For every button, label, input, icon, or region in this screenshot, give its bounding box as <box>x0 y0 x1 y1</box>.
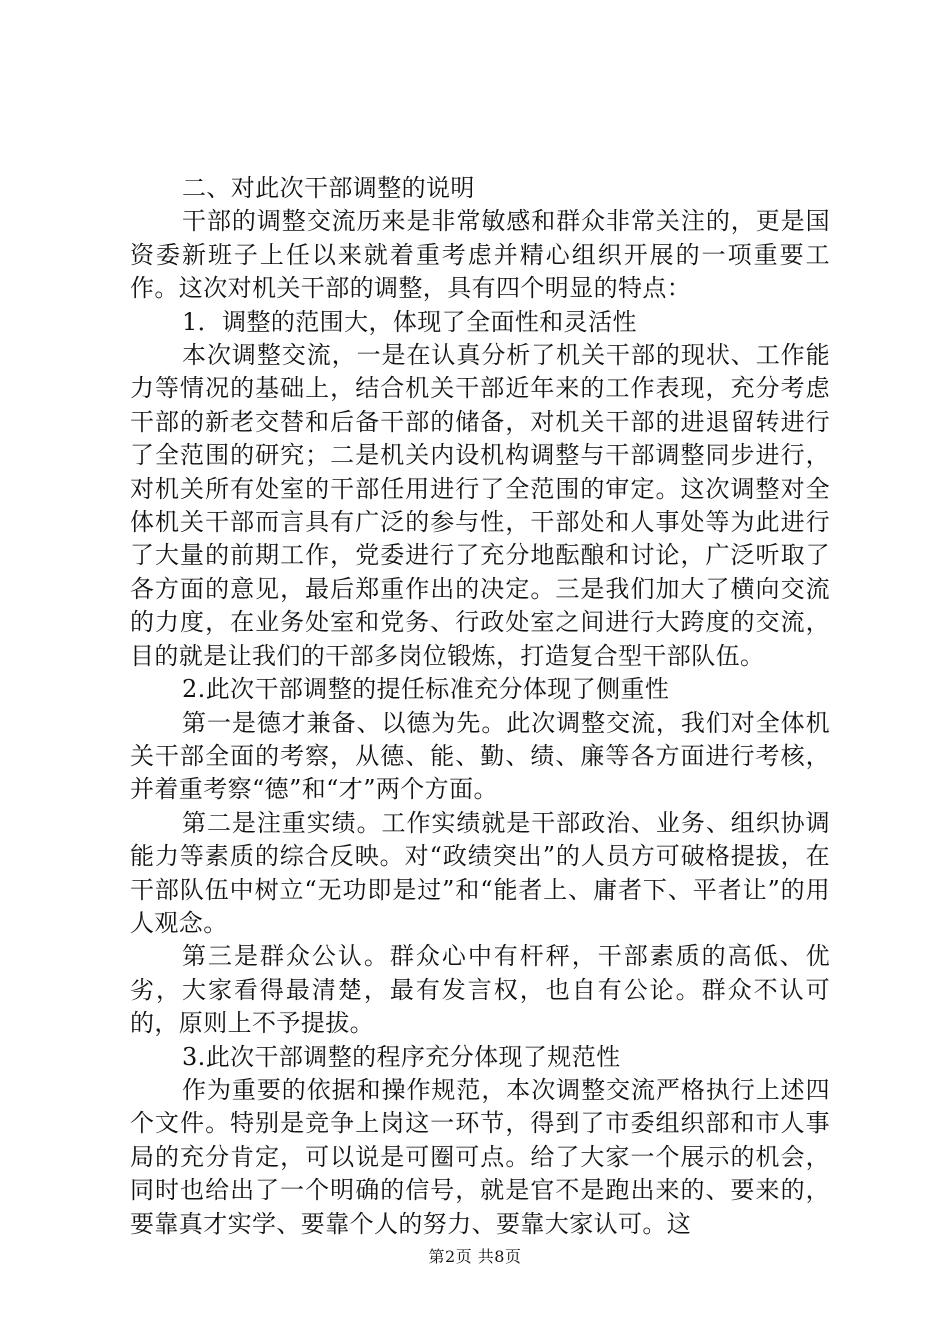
body-paragraph: 第一是德才兼备、以德为先。此次调整交流，我们对全体机关干部全面的考察，从德、能、勤、绩、廉等各方面进行考核，并着重考察“德”和“才”两个方面。 <box>130 708 830 804</box>
body-paragraph: 第二是注重实绩。工作实绩就是干部政治、业务、组织协调能力等素质的综合反映。对“政绩突出”的人员方可破格提拔，在干部队伍中树立“无功即是过”和“能者上、庸者下、平者让”的用人观念。 <box>130 808 830 937</box>
subheading-3: 3.此次干部调整的程序充分体现了规范性 <box>182 1042 621 1071</box>
body-paragraph: 第三是群众公认。群众心中有杆秤，干部素质的高低、优劣，大家看得最清楚，最有发言权，也自有公论。群众不认可的，原则上不予提拔。 <box>130 942 830 1038</box>
body-paragraph: 作为重要的依据和操作规范，本次调整交流严格执行上述四个文件。特别是竞争上岗这一环节，得到了市委组织部和市人事局的充分肯定，可以说是可圈可点。给了大家一个展示的机会，同时也给出了一个明确的信号，就是官不是跑出来的、要来的，要靠真才实学、要靠个人的努力、要靠大家认可。这 <box>130 1075 830 1238</box>
body-paragraph: 本次调整交流，一是在认真分析了机关干部的现状、工作能力等情况的基础上，结合机关干部近年来的工作表现，充分考虑干部的新老交替和后备干部的储备，对机关干部的进退留转进行了全范围的研究；二是机关内设机构调整与干部调整同步进行，对机关所有处室的干部任用进行了全范围的审定。这次调整对全体机关干部而言具有广泛的参与性，干部处和人事处等为此进行了大量的前期工作，党委进行了充分地酝酿和讨论，广泛听取了各方面的意见，最后郑重作出的决定。三是我们加大了横向交流的力度，在业务处室和党务、行政处室之间进行大跨度的交流，目的就是让我们的干部多岗位锻炼，打造复合型干部队伍。 <box>130 341 830 670</box>
subheading-2: 2.此次干部调整的提任标准充分体现了侧重性 <box>182 675 670 704</box>
page-number-footer: 第2页 共8页 <box>428 1247 522 1266</box>
section-heading: 二、对此次干部调整的说明 <box>182 174 475 202</box>
document-body <box>130 172 830 1241</box>
body-paragraph: 干部的调整交流历来是非常敏感和群众非常关注的，更是国资委新班子上任以来就着重考虑并精心组织开展的一项重要工作。这次对机关干部的调整，具有四个明显的特点： <box>130 207 830 303</box>
subheading-1: 1．调整的范围大，体现了全面性和灵活性 <box>182 307 637 336</box>
